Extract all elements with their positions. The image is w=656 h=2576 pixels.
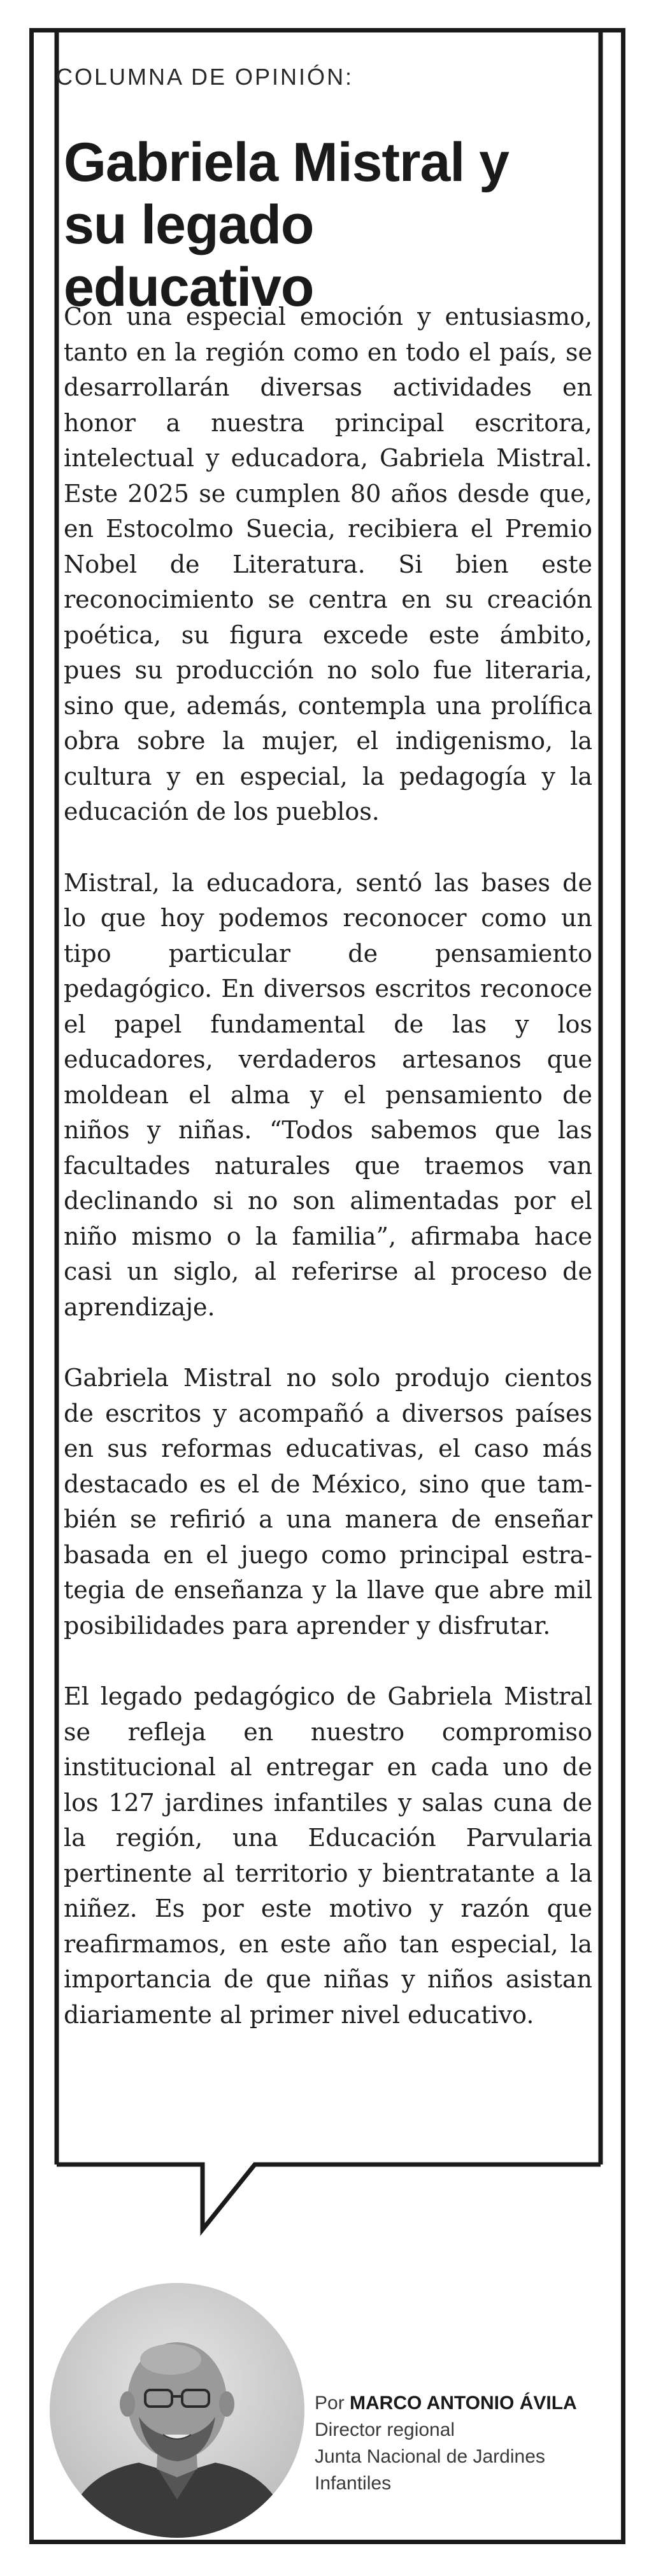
article-body: [64, 299, 592, 2068]
paragraph-1: Con una especial emoción y entusiasmo, tanto en la región como en todo el país, se desarrollarán diversas actividades en honor a nuestra principal escritora, intelectual y educadora, Gabriela Mistral. Este 2025 se cumplen 80 años desde que, en Estocolmo Suecia, recibiera el Premio Nobel de Literatura. Si bien este reconocimiento se centra en su creación poética, su figura excede este ámbito, pues su producción no solo fue literaria, sino que, además, contempla una prolífica obra sobre la mujer, el indigenismo, la cultura y en especial, la pedagogía y la educación de los pueblos.: [64, 303, 592, 826]
author-photo: [50, 2283, 304, 2538]
author-portrait-icon: [50, 2283, 304, 2538]
paragraph-2: Mistral, la educadora, sentó las bases de lo que hoy podemos reconocer como un tipo particular de pensamiento pedagógico. En diversos escritos reconoce el papel fundamental de las y los educadores, verdaderos artesanos que moldean el alma y el pensamiento de niños y niñas. “Todos sabemos que las facultades naturales que traemos van declinando si no son alimentadas por el niño mismo o la familia”, afirmaba hace casi un siglo, al referirse al proceso de aprendizaje.: [64, 868, 592, 1321]
author-institution-line-2: Infantiles: [315, 2473, 392, 2494]
page-title: Gabriela Mistral y su legado educativo: [64, 132, 509, 318]
byline-prefix: Por: [315, 2393, 345, 2414]
author-name: MARCO ANTONIO ÁVILA: [350, 2393, 577, 2414]
paragraph-3: Gabriela Mistral no solo produjo cientos de escritos y acompañó a diversos países en sus reformas educativas, el caso más destacado es el de México, sino que tam-bién se refirió a una manera de enseñar basada en el juego como principal estra-tegia de enseñanza y la llave que abre mil posibilidades para aprender y disfrutar.: [64, 1364, 592, 1640]
author-byline: [315, 2390, 614, 2497]
author-name-line: [315, 2390, 614, 2417]
column-kicker: COLUMNA DE OPINIÓN:: [56, 64, 354, 90]
paragraph-4: El legado pedagógico de Gabriela Mistral se refleja en nuestro compromiso institucional al entregar en cada uno de los 127 jardines infantiles y salas cuna de la región, una Educación Parvularia pertinente al territorio y bientratante a la niñez. Es por este motivo y razón que reafirmamos, en este año tan especial, la importancia de que niñas y niños asistan diariamente al primer nivel educativo.: [64, 1682, 592, 2029]
author-role: Director regional: [315, 2419, 455, 2440]
author-institution-line-1: Junta Nacional de Jardines: [315, 2446, 545, 2467]
